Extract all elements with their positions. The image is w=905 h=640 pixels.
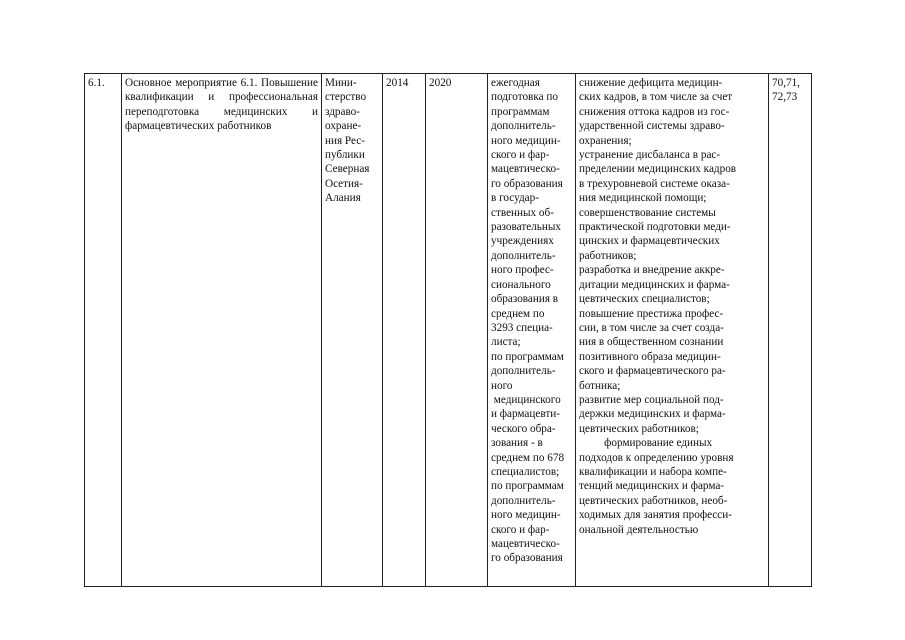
end-year: 2020 [429,77,452,89]
executor-cell [322,74,383,587]
results-text: снижение дефицита медицин- ских кадров, в том числе за счет снижения оттока кадров из гос- ударственной системы здраво- охранения; устранение дисбаланса в рас- пределении медицинских кадров в трехуровневой системе оказа- ния медицинской помощи; совершенствование системы практической подготовки меди- цинских и фармацевтических работников; разработка и внедрение аккре- дитации медицинских и фарма- цевтических специалистов; повышение престижа профес- сии, в том числе за счет созда- ния в общественном сознании позитивного образа медицин- ского и фармацевтического ра- ботника; развитие мер социальной под- держки медицинских и фарма- цевтических работников; формирование единых подходов к определению уровня квалификации и набора компе- тенций медицинских и фарма- цевтических работников, необ- ходимых для занятия професси- ональной деятельностью [579,77,737,536]
volume-cell [488,74,576,587]
program-table [84,73,812,587]
end-year-cell [426,74,488,587]
table-row [85,74,812,587]
start-year-cell [383,74,426,587]
indicators: 70,71, 72,73 [772,77,800,104]
executor: Мини- стерство здраво- охране- ния Рес- публики Северная Осетия- Алания [325,77,370,205]
row-number-cell [85,74,122,587]
row-number: 6.1. [88,77,105,89]
activity-name-cell [122,74,322,587]
indicators-cell [769,74,812,587]
start-year: 2014 [386,77,409,89]
activity-name: Основное мероприятие 6.1. Повышение квалификации и профессиональная переподготовка медицинских и фармацевтических работников [125,77,321,133]
results-cell [576,74,769,587]
volume-text: ежегодная подготовка по программам дополнитель- ного медицин- ского и фар- мацевтическо- го образования в государ- ственных об- разовательных учреждениях дополнитель- ного профес- сионального образования в среднем по 3293 специа- листа; по программам дополнитель- ного медицинского и фармацевти- ческого обра- зования - в среднем по 678 специалистов; по программам дополнитель- ного медицин- ского и фар- мацевтическо- го образования [491,77,565,565]
